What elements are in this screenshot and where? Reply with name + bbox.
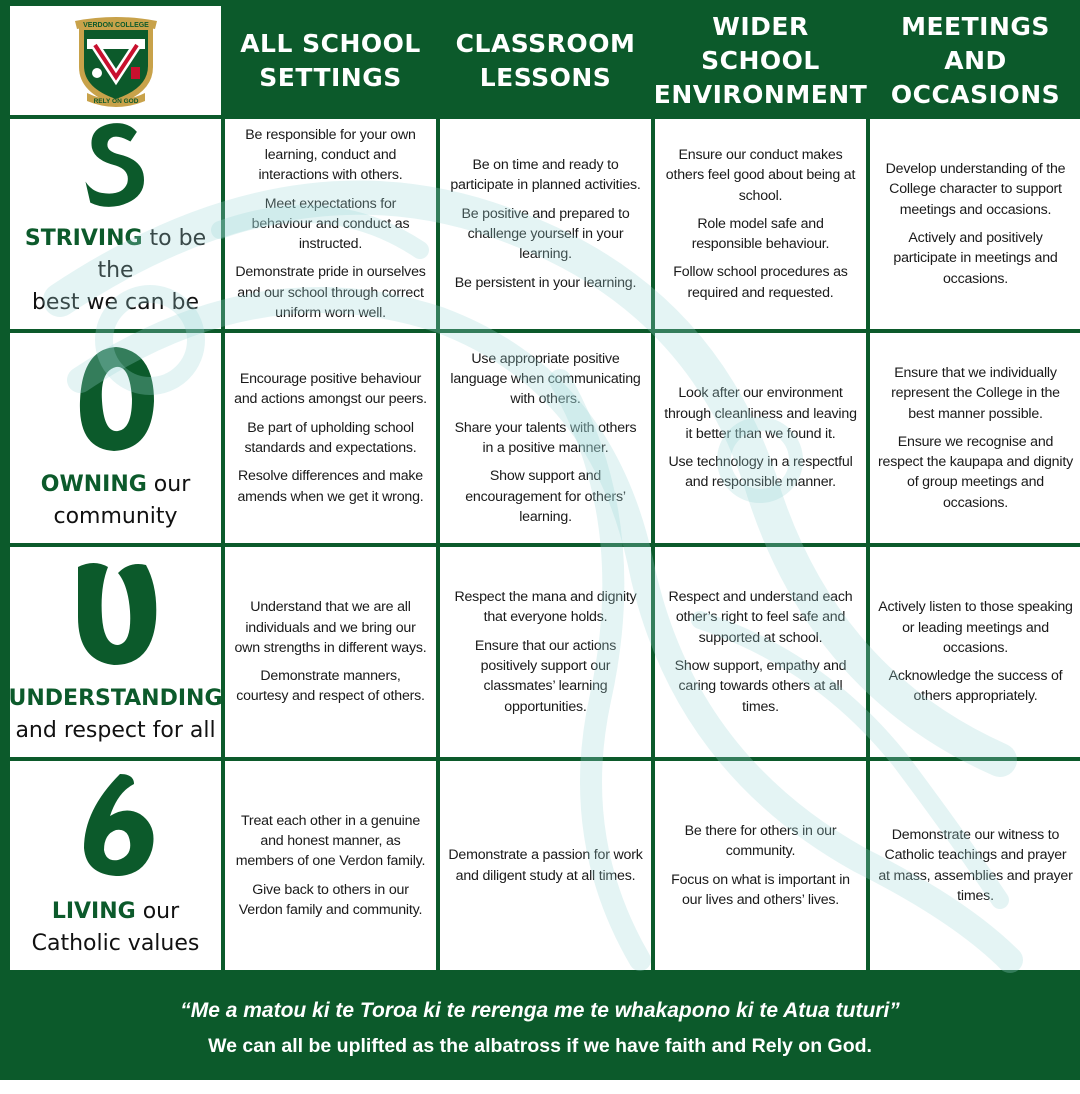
understanding-letter-u-icon — [68, 557, 164, 669]
cell-l-all-school-settings — [225, 761, 436, 970]
value-line2: community — [53, 504, 178, 529]
cell-text: Understand that we are all individuals and we bring our own strengths in different ways. — [234, 599, 427, 656]
value-cell-understanding — [10, 547, 221, 757]
cell-text: Show support, empathy and caring towards others at all times. — [674, 658, 847, 715]
cell-text: Be persistent in your learning. — [454, 274, 637, 291]
cell-text: Be responsible for your own learning, conduct and interactions with others. — [245, 126, 416, 184]
value-keyword: LIVING — [51, 899, 136, 924]
cell-text: Resolve differences and make amends when we get it wrong. — [237, 468, 424, 505]
column-header-line1: WIDER SCHOOL — [701, 11, 820, 75]
cell-s-all-school-settings — [225, 119, 436, 329]
footer-banner — [0, 976, 1080, 1080]
cell-text: Be positive and prepared to challenge yourself in your learning. — [461, 205, 630, 263]
striving-letter-s-icon — [68, 119, 164, 209]
value-keyword: UNDERSTANDING — [8, 686, 223, 711]
cell-s-wider-school-environment — [655, 119, 866, 329]
cell-text: Demonstrate our witness to Catholic teachings and prayer at mass, assemblies and prayer times. — [878, 826, 1073, 904]
value-label-understanding — [9, 683, 223, 747]
cell-text: Ensure that our actions positively support our classmates’ learning opportunities. — [474, 637, 617, 715]
column-header-classroom-lessons — [440, 6, 651, 115]
cell-text: Role model safe and responsible behaviour. — [691, 215, 830, 253]
value-cell-living — [10, 761, 221, 970]
cell-text: Actively and positively participate in meetings and occasions. — [893, 230, 1058, 287]
value-cell-owning — [10, 333, 221, 543]
cell-text: Ensure our conduct makes others feel good about being at school. — [665, 146, 856, 204]
cell-s-meetings-and-occasions — [870, 119, 1080, 329]
column-header-line2: LESSONS — [479, 62, 612, 92]
footer-translation: We can all be uplifted as the albatross if we have faith and Rely on God. — [208, 1034, 872, 1057]
cell-o-wider-school-environment — [655, 333, 866, 543]
cell-text: Respect the mana and dignity that everyone holds. — [454, 589, 637, 626]
value-line2: Catholic values — [31, 931, 200, 956]
cell-text: Demonstrate a passion for work and diligent study at all times. — [448, 847, 643, 884]
column-header-all-school-settings — [225, 6, 436, 115]
cell-u-wider-school-environment — [655, 547, 866, 757]
cell-l-meetings-and-occasions — [870, 761, 1080, 970]
cell-text: Treat each other in a genuine and honest manner, as members of one Verdon family. — [235, 812, 426, 870]
value-label-striving — [14, 223, 217, 319]
cell-text: Share your talents with others in a positive manner. — [454, 419, 637, 456]
cell-text: Acknowledge the success of others appropriately. — [888, 668, 1063, 705]
column-header-line2: SETTINGS — [259, 62, 402, 92]
cell-u-classroom-lessons — [440, 547, 651, 757]
value-rest-line1: our — [135, 899, 180, 924]
cell-text: Be there for others in our community. — [684, 822, 837, 860]
cell-text: Ensure we recognise and respect the kaupapa and dignity of group meetings and occasions. — [878, 433, 1073, 511]
cell-text: Use technology in a respectful and responsible manner. — [668, 454, 853, 491]
cell-o-meetings-and-occasions — [870, 333, 1080, 543]
cell-text: Actively listen to those speaking or leading meetings and occasions. — [878, 599, 1073, 656]
cell-text: Show support and encouragement for others’ learning. — [465, 468, 626, 525]
value-rest-line1: to be the — [97, 226, 207, 283]
cell-text: Focus on what is important in our lives and others’ lives. — [671, 871, 850, 908]
cell-text: Encourage positive behaviour and actions amongst our peers. — [234, 371, 427, 408]
cell-l-classroom-lessons — [440, 761, 651, 970]
owning-letter-o-icon — [68, 343, 164, 455]
value-cell-striving — [10, 119, 221, 329]
cell-text: Follow school procedures as required and requested. — [673, 264, 848, 301]
logo-cell — [10, 6, 221, 115]
cell-text: Give back to others in our Verdon family and community. — [238, 881, 423, 918]
value-keyword: STRIVING — [24, 226, 143, 251]
column-header-line1: ALL SCHOOL — [240, 28, 421, 58]
college-crest-logo — [73, 15, 159, 107]
value-keyword: OWNING — [40, 472, 147, 497]
logo-top-text: VERDON COLLEGE — [82, 21, 149, 29]
column-header-meetings-and-occasions — [870, 6, 1080, 115]
value-label-living — [32, 896, 200, 960]
column-header-wider-school-environment — [655, 6, 866, 115]
cell-l-wider-school-environment — [655, 761, 866, 970]
values-grid — [10, 6, 1080, 970]
cell-u-meetings-and-occasions — [870, 547, 1080, 757]
cell-o-classroom-lessons — [440, 333, 651, 543]
cell-u-all-school-settings — [225, 547, 436, 757]
value-line2: best we can be — [31, 290, 200, 315]
cell-o-all-school-settings — [225, 333, 436, 543]
footer-maori-proverb: “Me a matou ki te Toroa ki te rerenga me te whakapono ki te Atua tuturi” — [180, 998, 900, 1022]
cell-text: Ensure that we individually represent the College in the best manner possible. — [891, 364, 1060, 422]
value-rest-line1: our — [146, 472, 191, 497]
column-header-line2: ENVIRONMENT — [653, 79, 868, 109]
column-header-line2: OCCASIONS — [890, 79, 1061, 109]
bottom-margin — [0, 1080, 1080, 1094]
cell-text: Demonstrate pride in ourselves and our school through correct uniform worn well. — [235, 264, 426, 322]
column-header-line1: MEETINGS AND — [901, 11, 1050, 75]
cell-text: Use appropriate positive language when communicating with others. — [450, 350, 641, 408]
logo-bottom-text: RELY ON GOD — [93, 97, 138, 105]
value-line2: and respect for all — [15, 718, 216, 743]
cell-text: Demonstrate manners, courtesy and respect of others. — [236, 668, 425, 705]
cell-text: Develop understanding of the College character to support meetings and occasions. — [885, 161, 1066, 218]
cell-text: Be part of upholding school standards and expectations. — [244, 419, 417, 456]
value-label-owning — [41, 469, 191, 533]
cell-s-classroom-lessons — [440, 119, 651, 329]
living-letter-l-icon — [68, 770, 164, 882]
column-header-line1: CLASSROOM — [455, 28, 636, 58]
cell-text: Meet expectations for behaviour and conduct as instructed. — [251, 195, 410, 253]
cell-text: Look after our environment through cleanliness and leaving it better than we found it. — [664, 385, 857, 442]
cell-text: Respect and understand each other’s right to feel safe and supported at school. — [668, 589, 853, 646]
cell-text: Be on time and ready to participate in planned activities. — [450, 157, 641, 194]
